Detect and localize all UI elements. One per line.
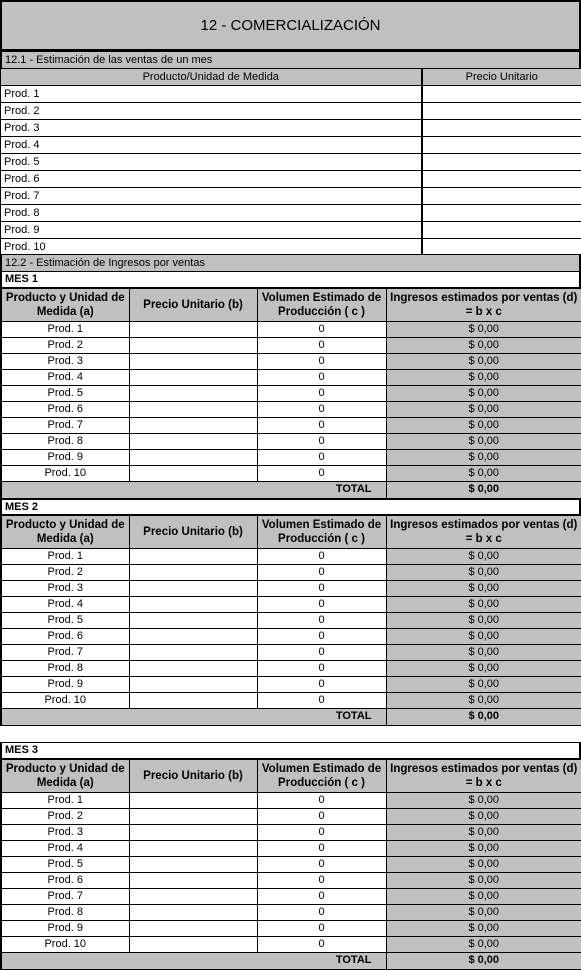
table-row xyxy=(1,353,581,369)
unit-price-cell[interactable] xyxy=(422,120,581,137)
unit-price-cell[interactable] xyxy=(129,888,257,904)
total-label: TOTAL xyxy=(1,708,386,726)
product-cell: Prod. 6 xyxy=(1,628,129,644)
total-value: $ 0,00 xyxy=(386,952,581,970)
product-cell[interactable]: Prod. 9 xyxy=(1,222,422,239)
product-cell: Prod. 9 xyxy=(1,920,129,936)
volume-cell[interactable]: 0 xyxy=(257,612,386,628)
unit-price-cell[interactable] xyxy=(129,564,257,580)
table-row xyxy=(1,239,581,256)
volume-cell[interactable]: 0 xyxy=(257,417,386,433)
unit-price-cell[interactable] xyxy=(129,808,257,824)
table-row xyxy=(1,888,581,904)
table-row xyxy=(1,417,581,433)
income-cell: $ 0,00 xyxy=(386,337,581,353)
income-cell: $ 0,00 xyxy=(386,596,581,612)
income-cell: $ 0,00 xyxy=(386,433,581,449)
unit-price-cell[interactable] xyxy=(422,154,581,171)
income-cell: $ 0,00 xyxy=(386,353,581,369)
table-row xyxy=(1,904,581,920)
product-cell: Prod. 3 xyxy=(1,580,129,596)
table-row xyxy=(1,840,581,856)
product-cell[interactable]: Prod. 3 xyxy=(1,120,422,137)
unit-price-cell[interactable] xyxy=(129,840,257,856)
income-cell: $ 0,00 xyxy=(386,449,581,465)
header-volume: Volumen Estimado de Producción ( c ) xyxy=(257,515,386,548)
table-row xyxy=(1,188,581,205)
unit-price-cell[interactable] xyxy=(422,103,581,120)
spacer xyxy=(0,726,581,742)
income-cell: $ 0,00 xyxy=(386,465,581,481)
product-cell: Prod. 6 xyxy=(1,872,129,888)
table-row xyxy=(1,936,581,952)
header-unit-price: Precio Unitario xyxy=(422,69,581,86)
header-unit-price: Precio Unitario (b) xyxy=(129,515,257,548)
product-cell: Prod. 4 xyxy=(1,840,129,856)
unit-price-cell[interactable] xyxy=(422,171,581,188)
unit-price-cell[interactable] xyxy=(422,137,581,154)
product-cell: Prod. 3 xyxy=(1,353,129,369)
table-row xyxy=(1,369,581,385)
volume-cell[interactable]: 0 xyxy=(257,936,386,952)
income-cell: $ 0,00 xyxy=(386,920,581,936)
income-cell: $ 0,00 xyxy=(386,792,581,808)
unit-price-cell[interactable] xyxy=(129,548,257,564)
volume-cell[interactable]: 0 xyxy=(257,580,386,596)
header-income: Ingresos estimados por ventas (d) = b x c xyxy=(386,288,581,321)
table-row xyxy=(1,137,581,154)
product-cell: Prod. 3 xyxy=(1,824,129,840)
unit-price-cell[interactable] xyxy=(129,465,257,481)
unit-price-cell[interactable] xyxy=(129,369,257,385)
unit-price-cell[interactable] xyxy=(129,920,257,936)
month-label: MES 1 xyxy=(0,271,581,287)
table-row xyxy=(1,465,581,481)
product-cell: Prod. 1 xyxy=(1,792,129,808)
product-cell: Prod. 2 xyxy=(1,337,129,353)
unit-price-cell[interactable] xyxy=(129,628,257,644)
volume-cell[interactable]: 0 xyxy=(257,808,386,824)
header-unit-price: Precio Unitario (b) xyxy=(129,288,257,321)
income-cell: $ 0,00 xyxy=(386,612,581,628)
unit-price-cell[interactable] xyxy=(129,449,257,465)
table-row xyxy=(1,920,581,936)
table-row xyxy=(1,676,581,692)
volume-cell[interactable]: 0 xyxy=(257,872,386,888)
month-label: MES 2 xyxy=(0,499,581,515)
month-label: MES 3 xyxy=(0,742,581,758)
table-row xyxy=(1,692,581,708)
table-row xyxy=(1,86,581,103)
unit-price-cell[interactable] xyxy=(129,433,257,449)
income-cell: $ 0,00 xyxy=(386,904,581,920)
header-product-unit: Producto y Unidad de Medida (a) xyxy=(1,759,129,792)
income-cell: $ 0,00 xyxy=(386,824,581,840)
income-cell: $ 0,00 xyxy=(386,936,581,952)
unit-price-cell[interactable] xyxy=(129,385,257,401)
unit-price-cell[interactable] xyxy=(422,222,581,239)
product-cell[interactable]: Prod. 8 xyxy=(1,205,422,222)
unit-price-cell[interactable] xyxy=(129,644,257,660)
product-cell[interactable]: Prod. 5 xyxy=(1,154,422,171)
product-cell: Prod. 4 xyxy=(1,596,129,612)
product-cell[interactable]: Prod. 4 xyxy=(1,137,422,154)
table-row xyxy=(1,808,581,824)
product-cell: Prod. 1 xyxy=(1,548,129,564)
table-row xyxy=(1,548,581,564)
unit-price-cell[interactable] xyxy=(129,856,257,872)
unit-price-cell[interactable] xyxy=(129,936,257,952)
page-title: 12 - COMERCIALIZACIÓN xyxy=(0,0,581,51)
volume-cell[interactable]: 0 xyxy=(257,401,386,417)
income-cell: $ 0,00 xyxy=(386,385,581,401)
income-cell: $ 0,00 xyxy=(386,840,581,856)
table-row xyxy=(1,205,581,222)
table-row xyxy=(1,596,581,612)
sales-table xyxy=(0,68,581,256)
product-cell: Prod. 5 xyxy=(1,385,129,401)
unit-price-cell[interactable] xyxy=(129,596,257,612)
table-row xyxy=(1,321,581,337)
volume-cell[interactable]: 0 xyxy=(257,337,386,353)
header-unit-price: Precio Unitario (b) xyxy=(129,759,257,792)
unit-price-cell[interactable] xyxy=(129,676,257,692)
unit-price-cell[interactable] xyxy=(129,824,257,840)
volume-cell[interactable]: 0 xyxy=(257,824,386,840)
product-cell: Prod. 2 xyxy=(1,808,129,824)
header-income: Ingresos estimados por ventas (d) = b x c xyxy=(386,759,581,792)
income-cell: $ 0,00 xyxy=(386,401,581,417)
table-row xyxy=(1,564,581,580)
table-row xyxy=(1,660,581,676)
income-cell: $ 0,00 xyxy=(386,808,581,824)
unit-price-cell[interactable] xyxy=(129,337,257,353)
total-label: TOTAL xyxy=(1,952,386,970)
section-heading-income: 12.2 - Estimación de Ingresos por ventas xyxy=(0,254,581,271)
volume-cell[interactable]: 0 xyxy=(257,676,386,692)
income-cell: $ 0,00 xyxy=(386,888,581,904)
product-cell: Prod. 9 xyxy=(1,449,129,465)
header-income: Ingresos estimados por ventas (d) = b x c xyxy=(386,515,581,548)
volume-cell[interactable]: 0 xyxy=(257,920,386,936)
volume-cell[interactable]: 0 xyxy=(257,321,386,337)
unit-price-cell[interactable] xyxy=(129,401,257,417)
volume-cell[interactable]: 0 xyxy=(257,904,386,920)
unit-price-cell[interactable] xyxy=(129,580,257,596)
product-cell: Prod. 8 xyxy=(1,904,129,920)
product-cell: Prod. 1 xyxy=(1,321,129,337)
table-row xyxy=(1,580,581,596)
product-cell: Prod. 8 xyxy=(1,660,129,676)
unit-price-cell[interactable] xyxy=(129,417,257,433)
table-row xyxy=(1,856,581,872)
product-cell: Prod. 5 xyxy=(1,856,129,872)
unit-price-cell[interactable] xyxy=(422,239,581,256)
product-cell: Prod. 2 xyxy=(1,564,129,580)
unit-price-cell[interactable] xyxy=(422,86,581,103)
volume-cell[interactable]: 0 xyxy=(257,564,386,580)
volume-cell[interactable]: 0 xyxy=(257,792,386,808)
product-cell: Prod. 9 xyxy=(1,676,129,692)
volume-cell[interactable]: 0 xyxy=(257,449,386,465)
volume-cell[interactable]: 0 xyxy=(257,433,386,449)
table-row xyxy=(1,792,581,808)
table-row xyxy=(1,628,581,644)
unit-price-cell[interactable] xyxy=(129,612,257,628)
product-cell: Prod. 10 xyxy=(1,692,129,708)
total-row xyxy=(1,708,581,726)
unit-price-cell[interactable] xyxy=(422,188,581,205)
volume-cell[interactable]: 0 xyxy=(257,628,386,644)
volume-cell[interactable]: 0 xyxy=(257,692,386,708)
income-cell: $ 0,00 xyxy=(386,564,581,580)
income-cell: $ 0,00 xyxy=(386,580,581,596)
table-row xyxy=(1,337,581,353)
total-value: $ 0,00 xyxy=(386,481,581,499)
volume-cell[interactable]: 0 xyxy=(257,888,386,904)
income-cell: $ 0,00 xyxy=(386,676,581,692)
unit-price-cell[interactable] xyxy=(422,205,581,222)
volume-cell[interactable]: 0 xyxy=(257,465,386,481)
table-row xyxy=(1,171,581,188)
income-cell: $ 0,00 xyxy=(386,660,581,676)
income-cell: $ 0,00 xyxy=(386,369,581,385)
section-heading-sales: 12.1 - Estimación de las ventas de un mes xyxy=(0,51,581,68)
table-row xyxy=(1,612,581,628)
volume-cell[interactable]: 0 xyxy=(257,596,386,612)
income-cell: $ 0,00 xyxy=(386,644,581,660)
volume-cell[interactable]: 0 xyxy=(257,840,386,856)
table-row xyxy=(1,103,581,120)
income-cell: $ 0,00 xyxy=(386,872,581,888)
product-cell: Prod. 7 xyxy=(1,644,129,660)
table-row xyxy=(1,644,581,660)
product-cell: Prod. 10 xyxy=(1,936,129,952)
header-product-unit: Producto y Unidad de Medida (a) xyxy=(1,288,129,321)
product-cell: Prod. 6 xyxy=(1,401,129,417)
product-cell[interactable]: Prod. 10 xyxy=(1,239,422,256)
table-row xyxy=(1,401,581,417)
income-table xyxy=(0,514,581,727)
table-row xyxy=(1,449,581,465)
total-row xyxy=(1,481,581,499)
unit-price-cell[interactable] xyxy=(129,321,257,337)
product-cell: Prod. 5 xyxy=(1,612,129,628)
volume-cell[interactable]: 0 xyxy=(257,353,386,369)
product-cell: Prod. 4 xyxy=(1,369,129,385)
header-product-unit: Producto y Unidad de Medida (a) xyxy=(1,515,129,548)
unit-price-cell[interactable] xyxy=(129,904,257,920)
product-cell: Prod. 7 xyxy=(1,888,129,904)
header-volume: Volumen Estimado de Producción ( c ) xyxy=(257,288,386,321)
table-row xyxy=(1,154,581,171)
income-cell: $ 0,00 xyxy=(386,548,581,564)
product-cell[interactable]: Prod. 6 xyxy=(1,171,422,188)
volume-cell[interactable]: 0 xyxy=(257,548,386,564)
volume-cell[interactable]: 0 xyxy=(257,856,386,872)
volume-cell[interactable]: 0 xyxy=(257,660,386,676)
unit-price-cell[interactable] xyxy=(129,792,257,808)
table-row xyxy=(1,872,581,888)
table-row xyxy=(1,433,581,449)
income-table xyxy=(0,287,581,500)
income-cell: $ 0,00 xyxy=(386,692,581,708)
unit-price-cell[interactable] xyxy=(129,872,257,888)
income-table xyxy=(0,758,581,970)
volume-cell[interactable]: 0 xyxy=(257,644,386,660)
table-row xyxy=(1,222,581,239)
table-row xyxy=(1,385,581,401)
product-cell[interactable]: Prod. 1 xyxy=(1,86,422,103)
unit-price-cell[interactable] xyxy=(129,353,257,369)
table-row xyxy=(1,824,581,840)
volume-cell[interactable]: 0 xyxy=(257,369,386,385)
volume-cell[interactable]: 0 xyxy=(257,385,386,401)
income-cell: $ 0,00 xyxy=(386,628,581,644)
income-cell: $ 0,00 xyxy=(386,417,581,433)
unit-price-cell[interactable] xyxy=(129,660,257,676)
income-cell: $ 0,00 xyxy=(386,321,581,337)
table-row xyxy=(1,120,581,137)
product-cell[interactable]: Prod. 2 xyxy=(1,103,422,120)
income-cell: $ 0,00 xyxy=(386,856,581,872)
header-volume: Volumen Estimado de Producción ( c ) xyxy=(257,759,386,792)
product-cell: Prod. 10 xyxy=(1,465,129,481)
product-cell[interactable]: Prod. 7 xyxy=(1,188,422,205)
product-cell: Prod. 8 xyxy=(1,433,129,449)
total-value: $ 0,00 xyxy=(386,708,581,726)
header-product-unit: Producto/Unidad de Medida xyxy=(1,69,422,86)
total-row xyxy=(1,952,581,970)
total-label: TOTAL xyxy=(1,481,386,499)
unit-price-cell[interactable] xyxy=(129,692,257,708)
product-cell: Prod. 7 xyxy=(1,417,129,433)
